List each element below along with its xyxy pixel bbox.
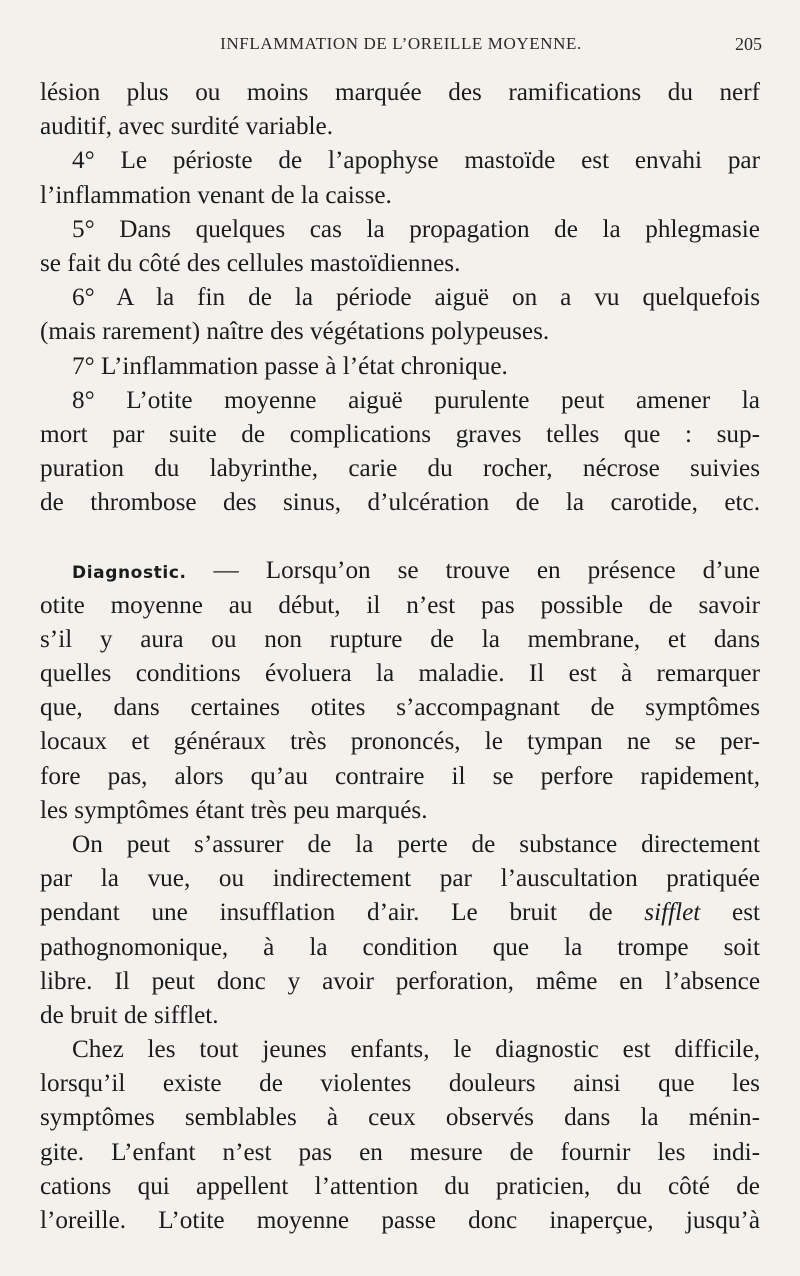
text-line: On peut s’assurer de la perte de substance directement (72, 830, 760, 858)
text-line: se fait du côté des cellules mastoïdiennes. (40, 249, 461, 277)
list-item-4 (40, 144, 760, 212)
text-line: pathognomonique, à la condition que la trompe soit (40, 933, 760, 961)
text-line: otite moyenne au début, il n’est pas possible de savoir (40, 591, 760, 619)
diagnostic-section (40, 554, 760, 828)
text-line: 5° Dans quelques cas la propagation de la phlegmasie (72, 215, 760, 243)
text-line: Chez les tout jeunes enfants, le diagnostic est difficile, (72, 1036, 760, 1064)
text-line: par la vue, ou indirectement par l’auscultation pratiquée (40, 865, 760, 893)
text-line: 6° A la fin de la période aiguë on a vu quelquefois (72, 284, 760, 312)
running-title: INFLAMMATION DE L’OREILLE MOYENNE. (220, 34, 582, 53)
text-line: fore pas, alors qu’au contraire il se perfore rapidement, (40, 762, 760, 790)
text-line: libre. Il peut donc y avoir perforation, même en l’absence (40, 967, 760, 995)
text-line: 8° L’otite moyenne aiguë purulente peut amener la (72, 386, 760, 414)
text-line: gite. L’enfant n’est pas en mesure de fournir les indi- (40, 1138, 760, 1166)
text-line: cations qui appellent l’attention du praticien, du côté de (40, 1172, 760, 1200)
heading-continuation: — Lorsqu’on se trouve en présence d’une (186, 557, 760, 585)
text-line: (mais rarement) naître des végétations polypeuses. (40, 318, 550, 346)
text-line: les symptômes étant très peu marqués. (40, 796, 428, 824)
list-item-5 (40, 213, 760, 281)
section-spacer (40, 520, 760, 554)
text-line: l’oreille. L’otite moyenne passe donc inaperçue, jusqu’à (40, 1207, 760, 1234)
list-item-7 (40, 350, 760, 384)
text-line: symptômes semblables à ceux observés dans la ménin- (40, 1104, 760, 1132)
text-line: lésion plus ou moins marquée des ramifications du nerf (40, 79, 760, 106)
paragraph-auscultation (40, 828, 760, 1033)
text-line: de thrombose des sinus, d’ulcération de la carotide, etc. (40, 489, 760, 517)
text-line: quelles conditions évoluera la maladie. Il est à remarquer (40, 660, 760, 687)
text-line: s’il y aura ou non rupture de la membrane, et dans (40, 625, 760, 653)
text-fragment: pendant une insufflation d’air. Le bruit de (40, 899, 645, 927)
text-line: mort par suite de complications graves telles que : sup- (40, 420, 760, 448)
paragraph-nerve-lesion (40, 76, 760, 144)
page-number: 205 (735, 34, 762, 54)
list-item-6 (40, 281, 760, 349)
text-line (40, 554, 760, 588)
text-line: que, dans certaines otites s’accompagnant de symptômes (40, 694, 760, 722)
text-fragment: est (700, 899, 760, 927)
text-line: l’inflammation venant de la caisse. (40, 181, 392, 209)
italic-term: sifflet (644, 899, 701, 927)
text-line: de bruit de sifflet. (40, 1001, 219, 1029)
text-line: puration du labyrinthe, carie du rocher, nécrose suivies (40, 455, 760, 483)
list-item-8 (40, 384, 760, 521)
text-line: 7° L’inflammation passe à l’état chronique. (72, 352, 508, 380)
body-text (40, 76, 760, 1238)
section-heading: Diagnostic. (72, 563, 187, 584)
text-line (40, 896, 760, 930)
text-line: lorsqu’il existe de violentes douleurs ainsi que les (40, 1070, 760, 1098)
paragraph-young-children (40, 1033, 760, 1238)
text-line: auditif, avec surdité variable. (40, 113, 334, 141)
page-header (40, 34, 762, 60)
text-line: 4° Le périoste de l’apophyse mastoïde est envahi par (72, 147, 760, 175)
text-line: locaux et généraux très prononcés, le tympan ne se per- (40, 728, 760, 756)
